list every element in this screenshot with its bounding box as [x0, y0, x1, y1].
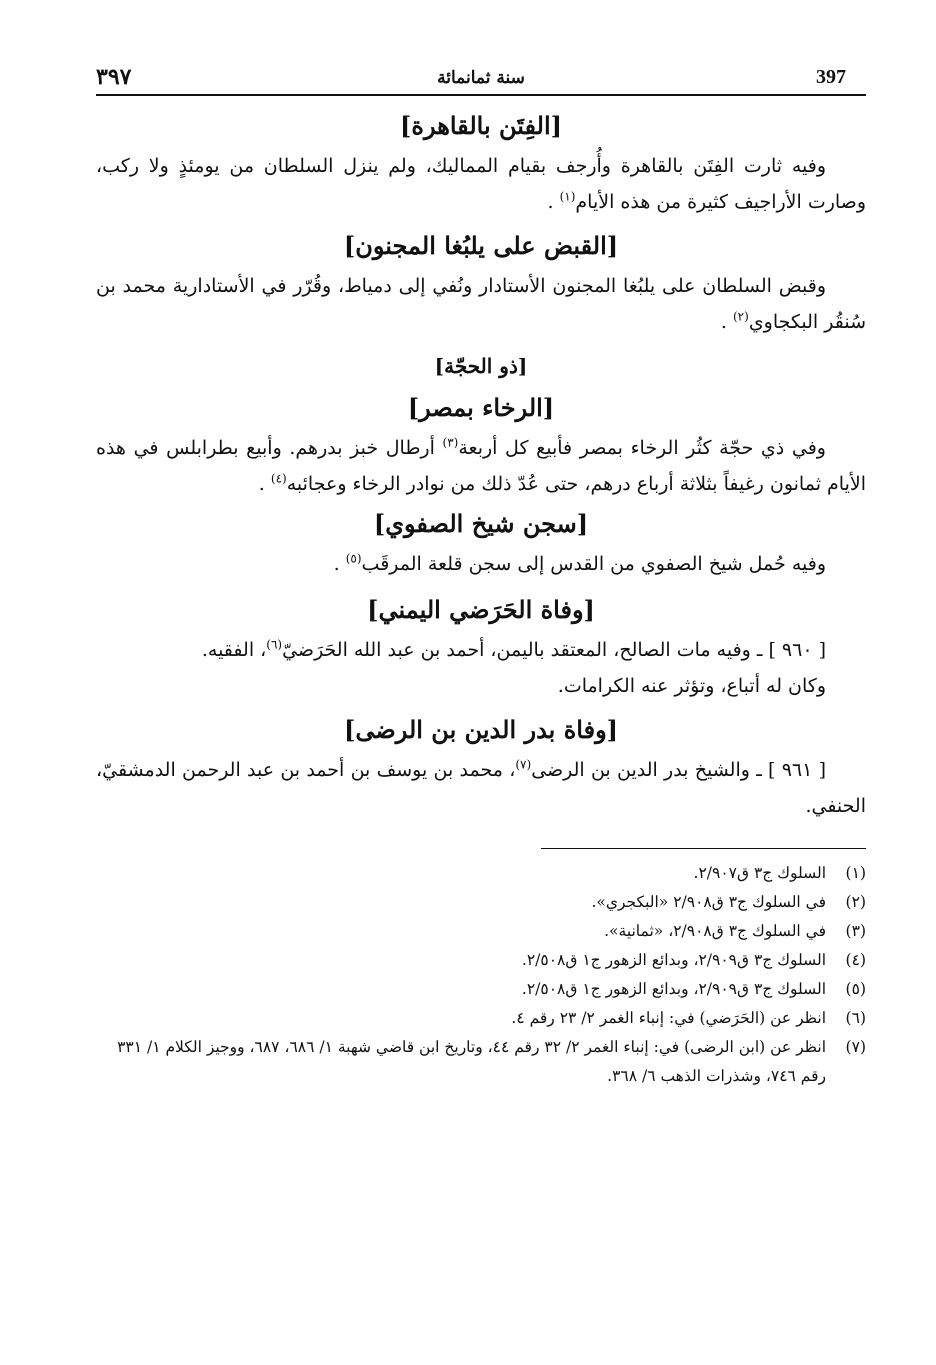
- footnote-item: (٦) انظر عن (الحَرَضي) في: إنباء الغمر ٢/ ٢٣ رقم ٤.: [511, 1009, 866, 1027]
- section-fitan: [96, 104, 866, 220]
- section-heading: [الفِتَن بالقاهرة]: [400, 111, 562, 140]
- running-title: سنة ثمانمائة: [437, 68, 525, 88]
- footnote-item: (٢) في السلوك ج٣ ق٢/٩٠٨ «البكجري».: [591, 893, 866, 911]
- footnotes: [96, 859, 866, 1091]
- section-heading: [سجن شيخ الصفوي]: [373, 509, 589, 538]
- footnote-ref[interactable]: (٦): [266, 637, 283, 652]
- section-safawi: [96, 502, 866, 582]
- footnote-ref[interactable]: (٢): [732, 309, 749, 324]
- section-paragraph: [ ٩٦٠ ] ـ وفيه مات الصالح، المعتقد باليمن، أحمد بن عبد الله الحَرَضيّ$^{(٦)}$، الفقيه.: [201, 637, 826, 661]
- page-number-latin: 397: [816, 66, 846, 88]
- footnote-divider: [541, 848, 866, 849]
- page-number-arabic: ٣٩٧: [96, 64, 132, 90]
- section-paragraph: [ ٩٦١ ] ـ والشيخ بدر الدين بن الرضى$^{(٧)}$، محمد بن يوسف بن أحمد بن عبد الرحمن الدمشقيّ، الحنفي.: [96, 757, 866, 817]
- footnote-ref[interactable]: (٥): [345, 551, 362, 566]
- section-paragraph: وفيه ثارت الفِتَن بالقاهرة وأُرجف بقيام المماليك، ولم ينزل السلطان من يومئذٍ ولا ركب، وصارت الأراجيف كثيرة من هذه الأيام$^{(١)}$ .: [96, 155, 866, 213]
- footnote-item: (١) السلوك ج٣ ق٢/٩٠٧.: [693, 864, 866, 882]
- section-heading: [وفاة الحَرَضي اليمني]: [367, 595, 595, 624]
- footnote-ref[interactable]: (٣): [442, 435, 459, 450]
- month-heading: [ذو الحجّة]: [434, 354, 528, 378]
- footnote-ref[interactable]: (٤): [270, 471, 287, 486]
- section-haradi: [96, 588, 866, 704]
- footnote-item: (٣) في السلوك ج٣ ق٢/٩٠٨، «ثمانية».: [604, 922, 866, 940]
- footnote-ref[interactable]: (١): [559, 189, 576, 204]
- section-paragraph: وقبض السلطان على يلبُغا المجنون الأستادار ونُفي إلى دمياط، وقُرّر في الأستادارية محمد بن سُنقُر البكجاوي$^{(٢)}$ .: [96, 275, 866, 333]
- page-body: [96, 104, 866, 824]
- footnote-item: (٤) السلوك ج٣ ق٢/٩٠٩، وبدائع الزهور ج١ ق٢/٥٠٨.: [521, 951, 866, 969]
- footnote-item: (٧) انظر عن (ابن الرضى) في: إنباء الغمر ٢/ ٣٢ رقم ٤٤، وتاريخ ابن قاضي شهبة ١/ ٦٨٦، ٦٨٧، ووجيز الكلام ١/ ٣٣١ رقم ٧٤٦، وشذرات الذهب ٦/ ٣٦٨.: [117, 1038, 866, 1085]
- section-heading: [وفاة بدر الدين بن الرضى]: [343, 715, 619, 744]
- book-page: [96, 58, 866, 1348]
- section-ibn-al-rida: [96, 708, 866, 824]
- page-header: [96, 58, 866, 96]
- section-heading: [القبض على يلبُغا المجنون]: [343, 231, 619, 260]
- section-rakha: [96, 346, 866, 502]
- footnote-ref[interactable]: (٧): [515, 757, 532, 772]
- section-yalbugha: [96, 224, 866, 340]
- section-paragraph: وفي ذي حجّة كثُر الرخاء بمصر فأبيع كل أربعة$^{(٣)}$ أرطال خبز بدرهم. وأبيع بطرابلس في هذه الأيام ثمانون رغيفاً بثلاثة أرباع درهم، حتى عُدّ ذلك من نوادر الرخاء وعجائبه$^{(٤)}$ .: [96, 435, 866, 495]
- section-paragraph-2: وكان له أتباع، وتؤثر عنه الكرامات.: [557, 675, 826, 697]
- footnote-item: (٥) السلوك ج٣ ق٢/٩٠٩، وبدائع الزهور ج١ ق٢/٥٠٨.: [521, 980, 866, 998]
- section-paragraph: وفيه حُمل شيخ الصفوي من القدس إلى سجن قلعة المرقَب$^{(٥)}$ .: [333, 551, 826, 575]
- section-heading: [الرخاء بمصر]: [407, 393, 555, 422]
